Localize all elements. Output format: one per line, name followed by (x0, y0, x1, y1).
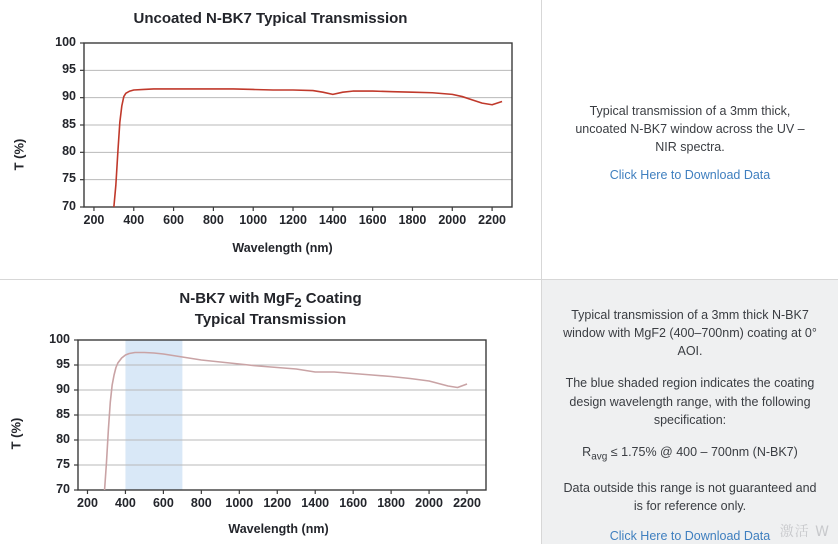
y-tick-label: 75 (56, 457, 70, 471)
uncoated-description-cell (542, 0, 838, 279)
coated-transmission-plot (0, 330, 542, 520)
coated-title-subscript: 2 (294, 295, 302, 310)
coated-description-3 (542, 443, 838, 465)
x-tick-label: 2000 (415, 496, 443, 510)
coated-plot-wrap (0, 330, 541, 536)
coated-description-1: Typical transmission of a 3mm thick N-BK7 window with MgF2 (400–700nm) coating at 0° AOI. (563, 308, 817, 359)
x-tick-label: 800 (190, 496, 212, 510)
coated-x-axis-label: Wavelength (nm) (228, 522, 329, 536)
x-tick-label: 1000 (225, 496, 254, 510)
coated-chart-cell (0, 280, 542, 544)
x-tick-label: 2200 (453, 496, 481, 510)
coated-y-axis-label: T (%) (8, 417, 24, 450)
y-tick-label: 95 (62, 62, 76, 77)
spec-r-symbol: R (582, 444, 592, 459)
y-tick-label: 80 (56, 432, 70, 446)
x-tick-label: 1400 (301, 496, 330, 510)
x-tick-label: 1800 (377, 496, 406, 510)
coated-description-4: Data outside this range is not guaranteed and is for reference only. (563, 480, 817, 513)
y-tick-label: 100 (55, 34, 76, 49)
uncoated-chart-cell (0, 0, 542, 279)
y-tick-label: 90 (56, 382, 70, 396)
uncoated-description-text: Typical transmission of a 3mm thick, uncoated N-BK7 window across the UV – NIR spectra. (575, 104, 805, 155)
coated-title-line2: Typical Transmission (194, 311, 347, 329)
watermark-text: 激活 W (779, 524, 830, 540)
x-tick-label: 600 (152, 496, 174, 510)
y-tick-label: 75 (62, 171, 76, 186)
x-tick-label: 1200 (279, 212, 307, 227)
x-tick-label: 1400 (318, 212, 347, 227)
x-tick-label: 2000 (438, 212, 467, 227)
x-tick-label: 2200 (478, 212, 506, 227)
uncoated-transmission-plot (0, 29, 542, 239)
uncoated-chart-title: Uncoated N-BK7 Typical Transmission (133, 10, 408, 27)
coated-description-cell (542, 280, 838, 544)
y-tick-label: 70 (56, 482, 70, 496)
x-tick-label: 600 (163, 212, 184, 227)
x-tick-label: 1000 (239, 212, 268, 227)
uncoated-y-axis-label: T (%) (11, 138, 27, 171)
uncoated-plot-wrap (0, 29, 541, 255)
x-tick-label: 1800 (398, 212, 427, 227)
x-tick-label: 1600 (339, 496, 368, 510)
coated-title-part1: N-BK7 with MgF (179, 290, 295, 307)
x-tick-label: 400 (123, 212, 145, 227)
y-tick-label: 85 (56, 407, 70, 421)
uncoated-download-link[interactable]: Click Here to Download Data (609, 168, 771, 183)
spec-avg-subscript: avg (591, 451, 608, 463)
x-tick-label: 1200 (263, 496, 292, 510)
coated-chart-title (0, 280, 541, 330)
x-tick-label: 200 (77, 496, 98, 510)
y-tick-label: 80 (62, 144, 76, 159)
y-tick-label: 100 (49, 332, 70, 346)
x-tick-label: 1600 (358, 212, 387, 227)
coated-title-part2: Coating (301, 290, 362, 307)
bottom-panel-row (0, 280, 838, 544)
y-tick-label: 90 (62, 89, 76, 104)
x-tick-label: 200 (83, 212, 105, 227)
coated-download-link[interactable]: Click Here to Download Data (609, 529, 771, 543)
y-tick-label: 95 (56, 357, 70, 371)
coated-description-2: The blue shaded region indicates the coating design wavelength range, with the following specification: (565, 376, 815, 427)
y-tick-label: 85 (62, 116, 76, 131)
x-tick-label: 400 (115, 496, 136, 510)
spec-value: ≤ 1.75% @ 400 – 700nm (N-BK7) (607, 444, 798, 459)
y-tick-label: 70 (62, 198, 76, 213)
uncoated-x-axis-label: Wavelength (nm) (232, 240, 333, 255)
x-tick-label: 800 (202, 212, 224, 227)
